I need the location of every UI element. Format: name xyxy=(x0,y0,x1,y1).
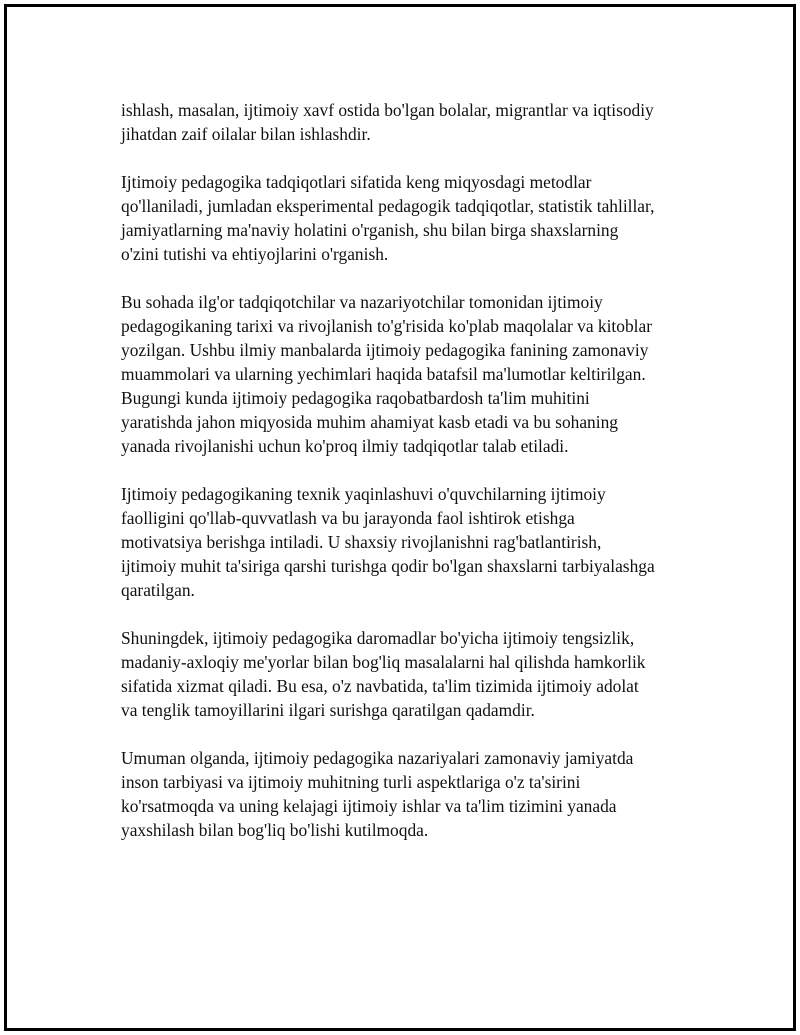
text-line: va tenglik tamoyillarini ilgari surishga qaratilgan qadamdir. xyxy=(121,700,535,720)
text-line: yanada rivojlanishi uchun ko'proq ilmiy tadqiqotlar talab etiladi. xyxy=(121,436,569,456)
text-line: o'zini tutishi va ehtiyojlarini o'rganish. xyxy=(121,244,389,264)
text-line: Ijtimoiy pedagogikaning texnik yaqinlashuvi o'quvchilarning ijtimoiy xyxy=(121,484,606,504)
text-line: sifatida xizmat qiladi. Bu esa, o'z navbatida, ta'lim tizimida ijtimoiy adolat xyxy=(121,676,639,696)
paragraph xyxy=(121,482,721,602)
text-line: jihatdan zaif oilalar bilan ishlashdir. xyxy=(121,124,371,144)
text-line: yaxshilash bilan bog'liq bo'lishi kutilmoqda. xyxy=(121,820,429,840)
text-line: qo'llaniladi, jumladan eksperimental pedagogik tadqiqotlar, statistik tahlillar, xyxy=(121,196,655,216)
document-body xyxy=(121,98,721,866)
paragraph xyxy=(121,626,721,722)
text-line: jamiyatlarning ma'naviy holatini o'rganish, shu bilan birga shaxslarning xyxy=(121,220,619,240)
page-border xyxy=(4,4,796,1031)
text-line: madaniy-axloqiy me'yorlar bilan bog'liq masalalarni hal qilishda hamkorlik xyxy=(121,652,646,672)
paragraph xyxy=(121,170,721,266)
text-line: motivatsiya berishga intiladi. U shaxsiy rivojlanishni rag'batlantirish, xyxy=(121,532,602,552)
text-line: Bugungi kunda ijtimoiy pedagogika raqobatbardosh ta'lim muhitini xyxy=(121,388,590,408)
paragraph xyxy=(121,746,721,842)
text-line: inson tarbiyasi va ijtimoiy muhitning turli aspektlariga o'z ta'sirini xyxy=(121,772,581,792)
paragraph xyxy=(121,98,721,146)
text-line: yaratishda jahon miqyosida muhim ahamiyat kasb etadi va bu sohaning xyxy=(121,412,618,432)
text-line: yozilgan. Ushbu ilmiy manbalarda ijtimoiy pedagogika fanining zamonaviy xyxy=(121,340,649,360)
text-line: muammolari va ularning yechimlari haqida batafsil ma'lumotlar keltirilgan. xyxy=(121,364,646,384)
text-line: qaratilgan. xyxy=(121,580,195,600)
text-line: Ijtimoiy pedagogika tadqiqotlari sifatida keng miqyosdagi metodlar xyxy=(121,172,592,192)
text-line: ijtimoiy muhit ta'siriga qarshi turishga qodir bo'lgan shaxslarni tarbiyalashga xyxy=(121,556,655,576)
text-line: faolligini qo'llab-quvvatlash va bu jarayonda faol ishtirok etishga xyxy=(121,508,575,528)
text-line: pedagogikaning tarixi va rivojlanish to'g'risida ko'plab maqolalar va kitoblar xyxy=(121,316,652,336)
text-line: ko'rsatmoqda va uning kelajagi ijtimoiy ishlar va ta'lim tizimini yanada xyxy=(121,796,617,816)
text-line: Shuningdek, ijtimoiy pedagogika daromadlar bo'yicha ijtimoiy tengsizlik, xyxy=(121,628,635,648)
text-line: ishlash, masalan, ijtimoiy xavf ostida bo'lgan bolalar, migrantlar va iqtisodiy xyxy=(121,100,654,120)
text-line: Bu sohada ilg'or tadqiqotchilar va nazariyotchilar tomonidan ijtimoiy xyxy=(121,292,603,312)
paragraph xyxy=(121,290,721,458)
text-line: Umuman olganda, ijtimoiy pedagogika nazariyalari zamonaviy jamiyatda xyxy=(121,748,634,768)
